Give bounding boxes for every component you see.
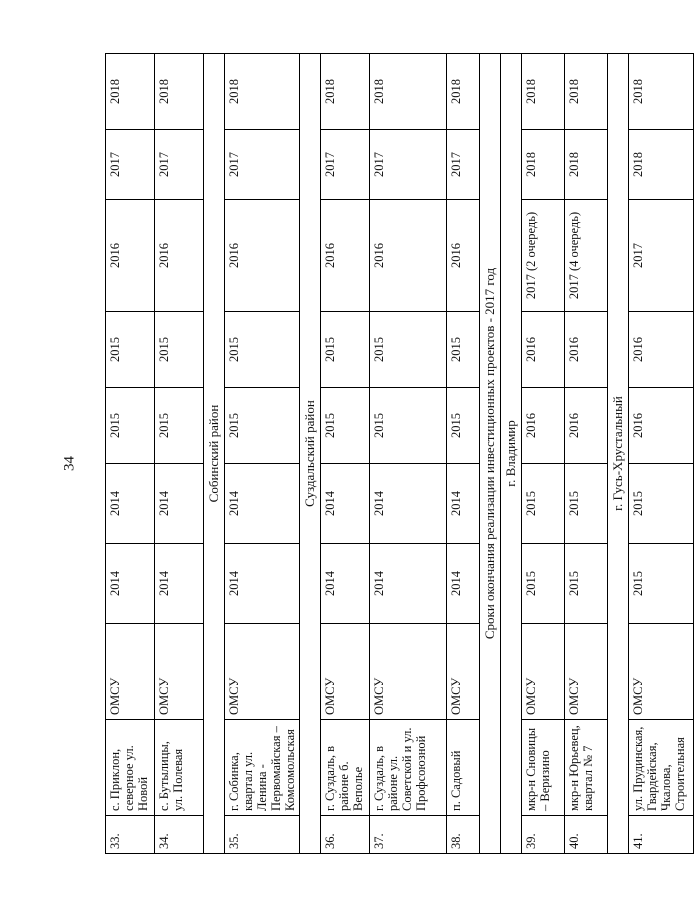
- row-year-3: 2015: [225, 388, 300, 464]
- section-title: Суздальский район: [300, 54, 321, 854]
- table-row: [321, 54, 370, 854]
- row-year-4: 2016: [522, 312, 565, 388]
- row-year-2: 2014: [447, 464, 480, 544]
- section-row: [204, 54, 225, 854]
- table-row: [629, 54, 694, 854]
- section-row: [300, 54, 321, 854]
- row-number: 36.: [321, 816, 370, 854]
- row-year-4: 2015: [106, 312, 155, 388]
- row-name: с. Приклон, северное ул. Новой: [106, 720, 155, 816]
- row-year-2: 2015: [522, 464, 565, 544]
- table-row: [565, 54, 608, 854]
- section-title: Собинский район: [204, 54, 225, 854]
- row-year-4: 2016: [629, 312, 694, 388]
- row-year-7: 2018: [155, 54, 204, 130]
- row-year-6: 2018: [522, 130, 565, 200]
- row-name: г. Собинка, квартал ул. Ленина - Первомайская – Комсомольская: [225, 720, 300, 816]
- row-year-3: 2015: [106, 388, 155, 464]
- row-year-4: 2015: [155, 312, 204, 388]
- row-year-2: 2014: [106, 464, 155, 544]
- section-title: Сроки окончания реализации инвестиционных проектов - 2017 год: [480, 54, 501, 854]
- row-year-2: 2014: [225, 464, 300, 544]
- row-year-6: 2017: [447, 130, 480, 200]
- row-number: 41.: [629, 816, 694, 854]
- row-year-2: 2014: [155, 464, 204, 544]
- row-year-6: 2017: [106, 130, 155, 200]
- row-year-1: 2014: [155, 544, 204, 624]
- row-year-5: 2016: [225, 200, 300, 312]
- rotated-table-container: [105, 54, 687, 854]
- row-year-7: 2018: [321, 54, 370, 130]
- row-year-4: 2016: [565, 312, 608, 388]
- row-executor: ОМСУ: [447, 624, 480, 720]
- row-year-1: 2015: [522, 544, 565, 624]
- row-name: с. Бутылицы, ул. Полевая: [155, 720, 204, 816]
- row-year-5: 2016: [447, 200, 480, 312]
- row-year-6: 2018: [629, 130, 694, 200]
- row-year-2: 2014: [370, 464, 447, 544]
- row-year-5: 2017 (4 очередь): [565, 200, 608, 312]
- row-year-3: 2016: [629, 388, 694, 464]
- row-name: г. Суздаль, в районе б. Веполье: [321, 720, 370, 816]
- row-year-5: 2017 (2 очередь): [522, 200, 565, 312]
- row-number: 34.: [155, 816, 204, 854]
- row-year-2: 2014: [321, 464, 370, 544]
- row-number: 37.: [370, 816, 447, 854]
- section-row: [480, 54, 501, 854]
- row-number: 40.: [565, 816, 608, 854]
- row-executor: ОМСУ: [565, 624, 608, 720]
- row-year-7: 2018: [565, 54, 608, 130]
- row-number: 35.: [225, 816, 300, 854]
- row-year-7: 2018: [225, 54, 300, 130]
- row-executor: ОМСУ: [225, 624, 300, 720]
- row-year-4: 2015: [321, 312, 370, 388]
- row-number: 38.: [447, 816, 480, 854]
- table-row: [155, 54, 204, 854]
- row-name: г. Суздаль, в районе ул. Советской и ул. Профсоюзной: [370, 720, 447, 816]
- row-year-7: 2018: [106, 54, 155, 130]
- row-year-3: 2016: [565, 388, 608, 464]
- row-year-7: 2018: [629, 54, 694, 130]
- row-year-6: 2017: [155, 130, 204, 200]
- row-year-1: 2014: [225, 544, 300, 624]
- row-name: ул. Прудинская, Гвардейская, Чкалова, Строительная: [629, 720, 694, 816]
- row-executor: ОМСУ: [321, 624, 370, 720]
- table-row: [106, 54, 155, 854]
- page-number: 34: [61, 456, 78, 471]
- row-executor: ОМСУ: [522, 624, 565, 720]
- row-year-3: 2015: [155, 388, 204, 464]
- schedule-table: [105, 53, 694, 854]
- section-row: [501, 54, 522, 854]
- row-year-3: 2015: [321, 388, 370, 464]
- row-executor: ОМСУ: [106, 624, 155, 720]
- row-year-3: 2015: [370, 388, 447, 464]
- row-year-6: 2018: [565, 130, 608, 200]
- row-name: мкр-н Юрьевец, квартал № 7: [565, 720, 608, 816]
- row-year-7: 2018: [370, 54, 447, 130]
- row-year-5: 2016: [370, 200, 447, 312]
- row-name: мкр-н Сновицы – Веризино: [522, 720, 565, 816]
- row-year-1: 2014: [321, 544, 370, 624]
- row-year-6: 2017: [225, 130, 300, 200]
- row-year-1: 2015: [629, 544, 694, 624]
- row-year-2: 2015: [565, 464, 608, 544]
- table-body: [106, 54, 694, 854]
- row-year-7: 2018: [522, 54, 565, 130]
- row-executor: ОМСУ: [155, 624, 204, 720]
- row-year-5: 2017: [629, 200, 694, 312]
- row-year-1: 2014: [370, 544, 447, 624]
- row-year-3: 2016: [522, 388, 565, 464]
- table-row: [225, 54, 300, 854]
- row-executor: ОМСУ: [629, 624, 694, 720]
- row-number: 33.: [106, 816, 155, 854]
- row-year-6: 2017: [321, 130, 370, 200]
- section-row: [608, 54, 629, 854]
- row-year-3: 2015: [447, 388, 480, 464]
- row-year-1: 2014: [447, 544, 480, 624]
- row-year-6: 2017: [370, 130, 447, 200]
- row-year-4: 2015: [225, 312, 300, 388]
- row-number: 39.: [522, 816, 565, 854]
- row-year-2: 2015: [629, 464, 694, 544]
- row-year-4: 2015: [447, 312, 480, 388]
- row-year-5: 2016: [106, 200, 155, 312]
- row-year-7: 2018: [447, 54, 480, 130]
- row-year-1: 2015: [565, 544, 608, 624]
- row-year-5: 2016: [321, 200, 370, 312]
- row-year-5: 2016: [155, 200, 204, 312]
- table-row: [522, 54, 565, 854]
- row-name: п. Садовый: [447, 720, 480, 816]
- section-title: г. Владимир: [501, 54, 522, 854]
- table-row: [447, 54, 480, 854]
- row-year-1: 2014: [106, 544, 155, 624]
- row-year-4: 2015: [370, 312, 447, 388]
- table-row: [370, 54, 447, 854]
- row-executor: ОМСУ: [370, 624, 447, 720]
- section-title: г. Гусь-Хрустальный: [608, 54, 629, 854]
